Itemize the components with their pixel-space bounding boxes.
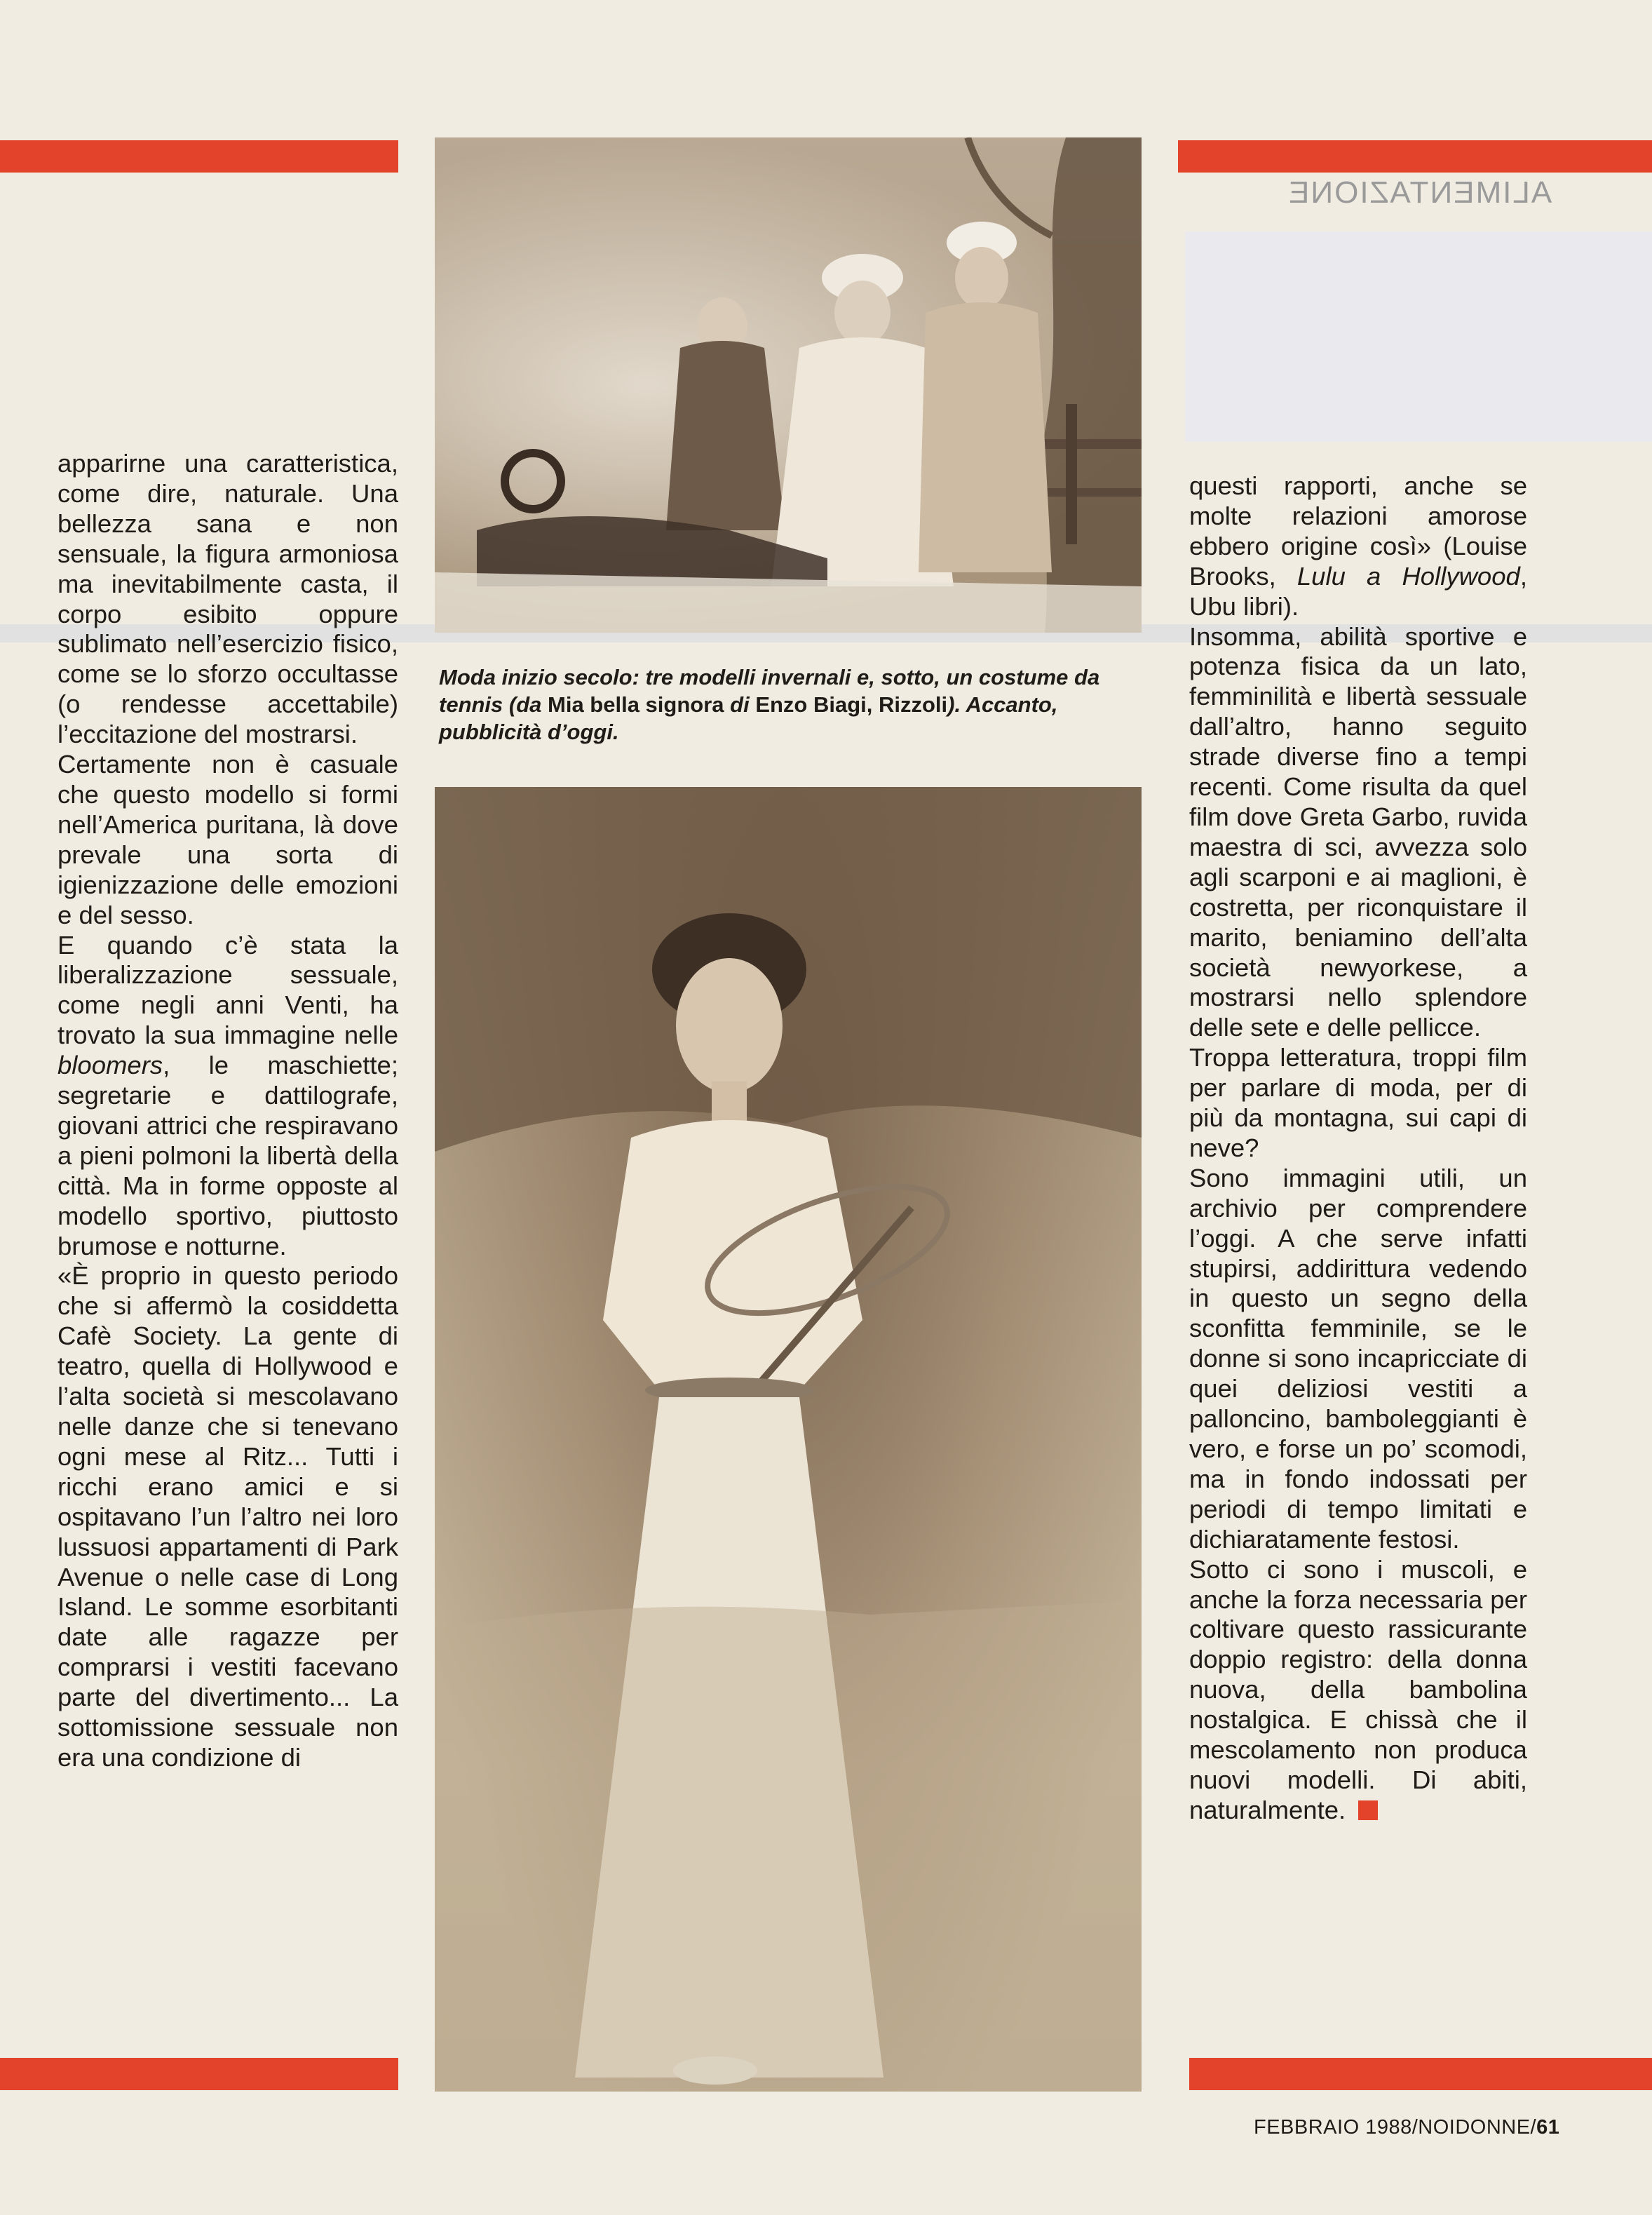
paragraph: questi rapporti, anche se molte relazioni amorose ebbero origine così» (Louise Brooks, Lulu a Hollywood, Ubu libri).: [1189, 471, 1527, 621]
paragraph: «È proprio in questo periodo che si affermò la cosiddetta Cafè Society. La gente di teatro, quella di Hollywood e l’alta società si mescolavano nelle danze che si tenevano ogni mese al Ritz... Tutti i ricchi erano amici e si ospitavano l’un l’altro nei loro lussuosi appartamenti di Park Avenue o nelle case di Long Island. Le somme esorbitanti date alle ragazze per comprarsi i vestiti facevano parte del divertimento... La sottomissione sessuale non era una condizione di: [57, 1261, 398, 1772]
left-text-column: [57, 449, 398, 1773]
red-bar-bottom-right: [1189, 2058, 1652, 2090]
page-folio: [1254, 2116, 1559, 2139]
page-number: 61: [1536, 2116, 1560, 2139]
red-bar-bottom-left: [0, 2058, 398, 2090]
photo-caption: Moda inizio secolo: tre modelli invernali e, sotto, un costume da tennis (da Mia bella signora di Enzo Biagi, Rizzoli). Accanto, pubblicità d’oggi.: [439, 665, 1100, 744]
paragraph: Sono immagini utili, un archivio per comprendere l’oggi. A che serve infatti stupirsi, addirittura vedendo in questo un segno della sconfitta femminile, se le donne si sono incapricciate di quei deliziosi vestiti a palloncino, bamboleggianti è vero, e forse un po’ scomodi, ma in fondo indossati per periodi di tempo limitati e dichiaratamente festosi.: [1189, 1163, 1527, 1554]
paragraph: Insomma, abilità sportive e potenza fisica da un lato, femminilità e libertà sessuale dall’altro, hanno seguito strade diverse fino a tempi recenti. Come risulta da quel film dove Greta Garbo, ruvida maestra di sci, avvezza solo agli scarponi e ai maglioni, è costretta, per riconquistare il marito, beniamino dell’alta società newyorkese, a mostrarsi nello splendore delle sete e delle pellicce.: [1189, 621, 1527, 1042]
photo-winter-fashion: [435, 137, 1142, 633]
italic-book-title: Lulu a Hollywood: [1296, 561, 1520, 591]
paragraph: apparirne una caratteristica, come dire, naturale. Una bellezza sana e non sensuale, la figura armoniosa ma inevitabilmente casta, il corpo esibito oppure sublimato nell’esercizio fisico, come se lo sforzo occultasse (o rendesse accettabile) l’eccitazione del mostrarsi.: [57, 449, 398, 749]
right-text-column: [1189, 471, 1527, 1826]
show-through-area: [1185, 231, 1652, 442]
photo-tennis-costume: [435, 787, 1142, 2092]
paragraph: Troppa letteratura, troppi film per parlare di moda, per di più da montagna, sui capi di neve?: [1189, 1043, 1527, 1162]
caption-book-author: Enzo Biagi, Rizzoli: [755, 692, 948, 717]
italic-term: bloomers: [57, 1051, 163, 1080]
paragraph: E quando c’è stata la liberalizzazione sessuale, come negli anni Venti, ha trovato la sua immagine nelle bloomers, le maschiette; segretarie e dattilografe, giovani attrici che respiravano a pieni polmoni la libertà della città. Ma in forme opposte al modello sportivo, piuttosto brumose e notturne.: [57, 930, 398, 1260]
end-of-article-mark: [1358, 1800, 1378, 1820]
red-bar-top-left: [0, 140, 398, 173]
red-bar-top-right: [1178, 140, 1652, 173]
show-through-section-label: ALIMENTAZIONE: [1287, 175, 1552, 210]
paragraph: Sotto ci sono i muscoli, e anche la forza necessaria per coltivare questo rassicurante doppio registro: della donna nuova, della bambolina nostalgica. E chissà che il mescolamento non produca nuovi modelli. Di abiti, naturalmente.: [1189, 1554, 1527, 1824]
caption-book-title: Mia bella signora: [548, 692, 724, 717]
folio-date-magazine: FEBBRAIO 1988/NOIDONNE/: [1254, 2116, 1537, 2139]
paragraph: Certamente non è casuale che questo modello si formi nell’America puritana, là dove prevale una sorta di igienizzazione delle emozioni e del sesso.: [57, 750, 398, 929]
